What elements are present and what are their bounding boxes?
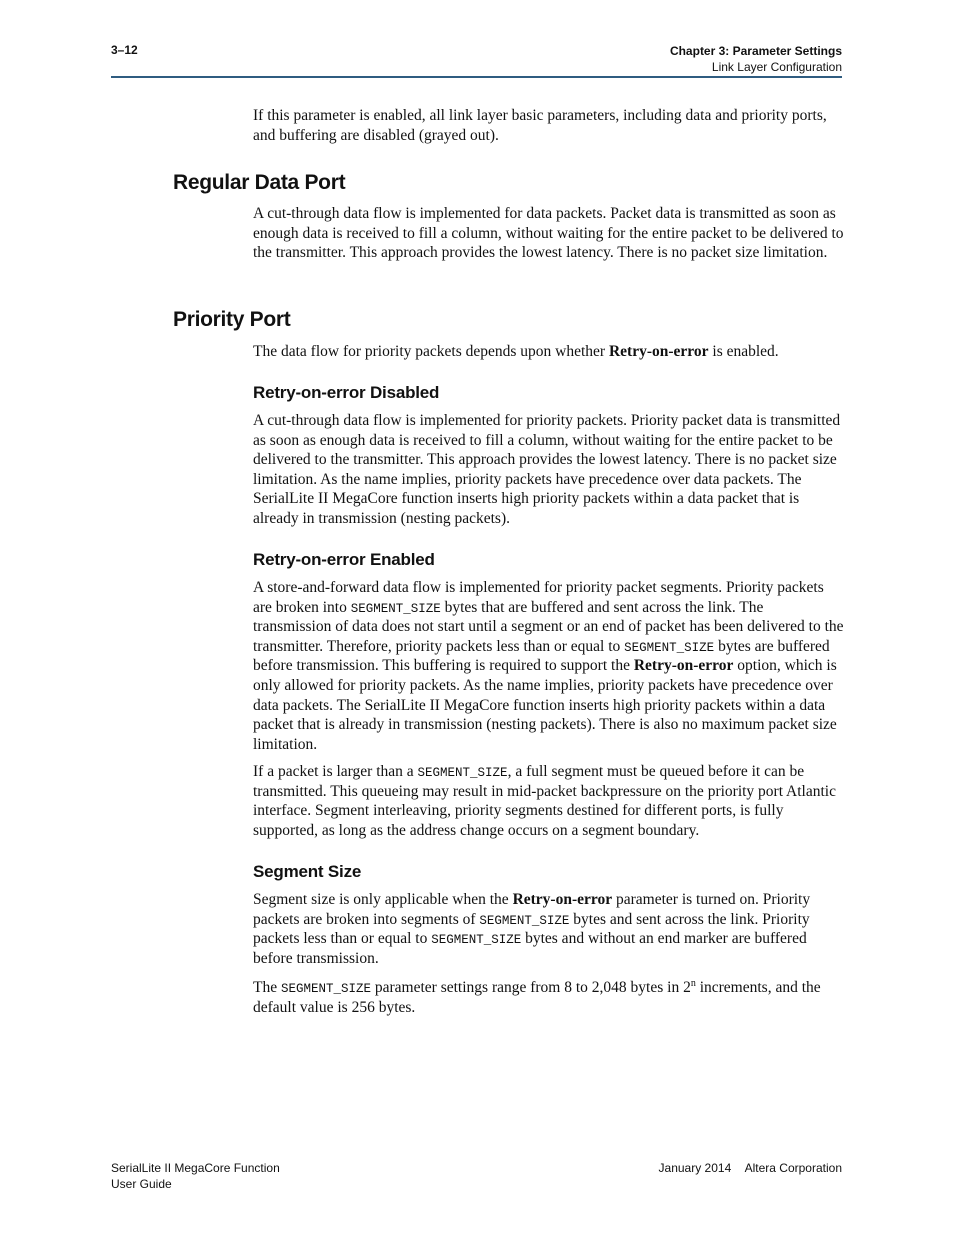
heading-priority-port: Priority Port [173, 308, 291, 331]
retry-enabled-paragraph-2: If a packet is larger than a SEGMENT_SIZE, a full segment must be queued before it can be transmitted. This queueing may result in mid-packet backpressure on the priority port Atlantic interface. Segment interleaving, priority segments destined for different ports, is fully supported, as long as the address change occurs on a segment boundary. [253, 763, 836, 839]
segment-size-paragraph-1: Segment size is only applicable when the Retry-on-error parameter is turned on. Priority packets are broken into segments of SEGMENT_SIZE bytes and sent across the link. Priority packets less than or equal to SEGMENT_SIZE bytes and without an end marker are buffered before transmission. [253, 891, 811, 967]
intro-paragraph: If this parameter is enabled, all link layer basic parameters, including data and priority ports, and buffering are disabled (grayed out). [253, 107, 827, 144]
heading-regular-data-port: Regular Data Port [173, 171, 346, 194]
running-header [670, 43, 842, 75]
page-number: 3–12 [111, 43, 138, 57]
regular-data-port-paragraph: A cut-through data flow is implemented for data packets. Packet data is transmitted as soon as enough data is received to fill a column, without waiting for the entire packet to be delivered to the transmitter. This approach provides the lowest latency. There is no packet size limitation. [253, 205, 844, 262]
footer-left [111, 1160, 280, 1192]
header-rule [111, 76, 842, 78]
document-title: SerialLite II MegaCore Function [111, 1161, 280, 1175]
heading-segment-size: Segment Size [253, 862, 362, 881]
segment-size-paragraph-2: The SEGMENT_SIZE parameter settings range from 8 to 2,048 bytes in 2$^n$ increments, and the default value is 256 bytes. [253, 977, 821, 1016]
priority-port-paragraph: The data flow for priority packets depends upon whether Retry-on-error is enabled. [253, 343, 779, 360]
document-subtitle: User Guide [111, 1177, 172, 1191]
company-name: Altera Corporation [744, 1161, 842, 1175]
heading-retry-enabled: Retry-on-error Enabled [253, 550, 435, 569]
retry-disabled-paragraph: A cut-through data flow is implemented for priority packets. Priority packet data is transmitted as soon as enough data is received to fill a column, without waiting for the entire packet to be delivered to the transmitter. This approach provides the lowest latency. There is no packet size limitation. As the name implies, priority packets have precedence over data packets. The SerialLite II MegaCore function inserts high priority packets within a data packet that is already in transmission (nesting packets). [253, 412, 841, 527]
retry-enabled-paragraph-1: A store-and-forward data flow is implemented for priority packet segments. Priority packets are broken into SEGMENT_SIZE bytes that are buffered and sent across the link. The transmission of data does not start until a segment or an end of packet has been delivered to the transmitter. Therefore, priority packets less than or equal to SEGMENT_SIZE bytes are buffered before transmission. This buffering is required to support the Retry-on-error option, which is only allowed for priority packets. As the name implies, priority packets have precedence over data packets. The SerialLite II MegaCore function inserts high priority packets within a data packet that is already in transmission (nesting packets). There is also no maximum packet size limitation. [253, 579, 844, 753]
footer-right [659, 1160, 842, 1176]
heading-retry-disabled: Retry-on-error Disabled [253, 383, 440, 402]
chapter-title: Chapter 3: Parameter Settings [669, 44, 842, 58]
section-title: Link Layer Configuration [711, 60, 842, 74]
publication-date: January 2014 [658, 1161, 732, 1175]
